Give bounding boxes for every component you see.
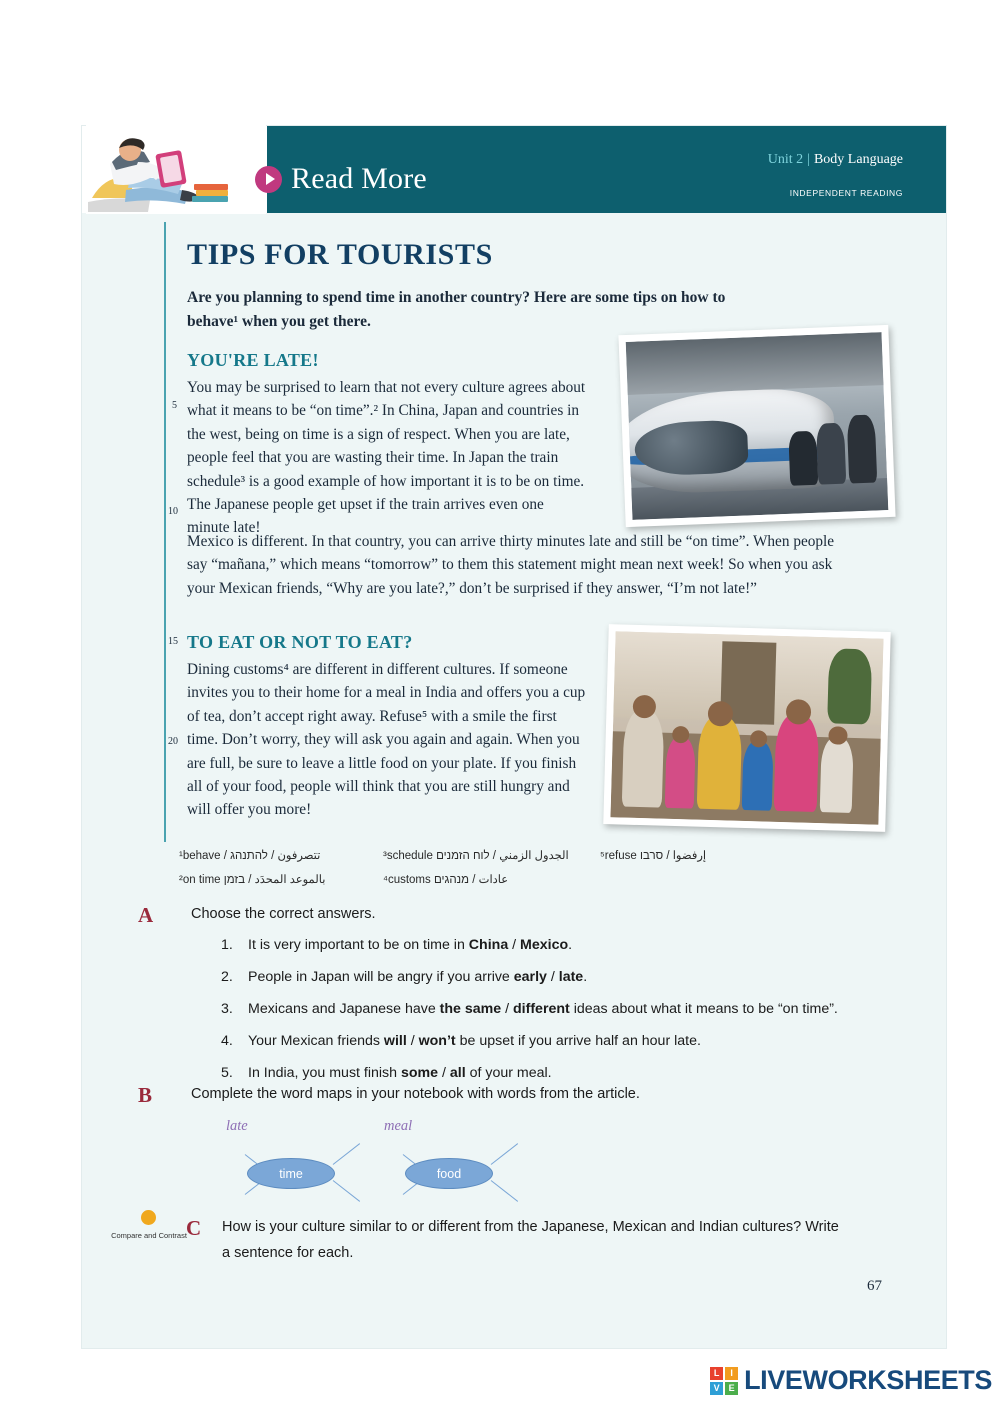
unit-topic: Body Language (813, 152, 903, 167)
answer-option[interactable]: early (513, 969, 547, 985)
skill-dot-icon (141, 1210, 156, 1225)
article-rule (164, 222, 166, 842)
question-text: / (438, 1065, 450, 1081)
exercise-b-prompt: Complete the word maps in your notebook with words from the article. (191, 1086, 640, 1102)
glossary-item-refuse: ⁵refuse إرفضوا / סרבו (600, 850, 707, 862)
train-photo (618, 325, 895, 527)
article-title: TIPS FOR TOURISTS (187, 238, 493, 271)
answer-option[interactable]: China (468, 937, 509, 953)
answer-option[interactable]: Mexico (520, 937, 569, 953)
question-text: . (583, 969, 588, 985)
line-number-15: 15 (168, 636, 178, 647)
exercise-c-prompt: How is your culture similar to or different from the Japanese, Mexican and Indian cultures? Write a sentence for each. (222, 1219, 839, 1261)
reading-boy-illustration (86, 124, 266, 214)
glossary-item-schedule: ³schedule الجدول الزمني / לוח הזמנים (383, 850, 569, 862)
exercise-a-question-list (221, 936, 901, 1096)
question-number: 5. (221, 1065, 233, 1081)
line-number-20: 20 (168, 736, 178, 747)
question-text: . (568, 937, 573, 953)
article-paragraph-2: Mexico is different. In that country, you can arrive thirty minutes late and still be “on time”. When people say “mañana,” which means “tomorrow” to them this statement might mean next week! So when you ask your Mexican friends, “Why are you late?,” don’t be surprised if they answer, “I’m not late!” (187, 533, 835, 597)
answer-option[interactable]: late (558, 969, 584, 985)
section-heading-to-eat: TO EAT OR NOT TO EAT? (187, 632, 413, 652)
logo-letter-e: E (725, 1382, 738, 1395)
question-text: / (406, 1033, 419, 1049)
question-text: It is very important to be on time in (248, 937, 469, 953)
question-text: ideas about what it means to be “on time”. (569, 1001, 838, 1017)
answer-option[interactable]: different (513, 1001, 570, 1017)
exercise-a-letter: A (138, 903, 154, 927)
play-icon[interactable] (255, 166, 282, 193)
question-text: Mexicans and Japanese have (248, 1001, 440, 1017)
word-map-center-food: food (405, 1158, 493, 1189)
line-number-5: 5 (172, 400, 177, 411)
logo-letter-i: I (725, 1367, 738, 1380)
liveworksheets-logo-icon (710, 1367, 738, 1395)
logo-letter-v: V (710, 1382, 723, 1395)
page-number: 67 (867, 1278, 882, 1294)
answer-option[interactable]: some (401, 1065, 439, 1081)
exercise-a-question[interactable] (221, 1032, 901, 1050)
exercise-c-letter: C (186, 1216, 202, 1240)
question-number: 2. (221, 969, 233, 985)
question-text: of your meal. (465, 1065, 552, 1081)
question-text: / (546, 969, 559, 985)
glossary-item-behave: ¹behave / تتصرفون / להתנהג (179, 850, 321, 862)
article-lede: Are you planning to spend time in another country? Here are some tips on how to behave¹ when you get there. (187, 289, 726, 330)
liveworksheets-footer (710, 1365, 992, 1396)
unit-breadcrumb: Unit 2 | Body Language (767, 152, 903, 167)
word-map-center-time: time (247, 1158, 335, 1189)
answer-option[interactable]: all (449, 1065, 466, 1081)
question-text: / (508, 937, 521, 953)
answer-option[interactable]: the same (439, 1001, 502, 1017)
word-map-label-late: late (226, 1118, 248, 1134)
glossary-item-on-time: ²on time بالموعد المحدَد / בזמן (179, 874, 326, 886)
question-text: People in Japan will be angry if you arrive (248, 969, 514, 985)
glossary-item-customs: ⁴customs عادات / מנהגים (383, 874, 509, 886)
question-number: 4. (221, 1033, 233, 1049)
question-text: be upset if you arrive half an hour late. (455, 1033, 701, 1049)
read-more-label: Read More (291, 162, 427, 195)
answer-option[interactable]: will (383, 1033, 407, 1049)
exercise-a-question[interactable] (221, 968, 901, 986)
read-more-title (255, 162, 427, 196)
reading-type-label: INDEPENDENT READING (789, 188, 903, 198)
question-text: In India, you must finish (248, 1065, 401, 1081)
exercise-a-question[interactable] (221, 1000, 901, 1018)
liveworksheets-brand-text: LIVEWORKSHEETS (744, 1365, 992, 1395)
question-number: 1. (221, 937, 233, 953)
exercise-a-question[interactable] (221, 936, 901, 954)
section-heading-youre-late: YOU'RE LATE! (187, 350, 319, 370)
question-number: 3. (221, 1001, 233, 1017)
exercise-a-question[interactable] (221, 1064, 901, 1082)
logo-letter-l: L (710, 1367, 723, 1380)
article-paragraph-3: Dining customs⁴ are different in different cultures. If someone invites you to their home for a meal in India and offers you a cup of tea, don’t accept right away. Refuse⁵ with a smile the first time. Don’t worry, they will ask you again and again. When you are full, be sure to leave a little food on your plate. If you finish all of your food, people will think that you are still hungry and will offer you more! (187, 661, 586, 819)
exercise-a-prompt: Choose the correct answers. (191, 906, 376, 922)
exercise-b-letter: B (138, 1083, 153, 1107)
skill-label: Compare and Contrast (111, 1231, 187, 1240)
question-text: Your Mexican friends (248, 1033, 384, 1049)
question-text: / (501, 1001, 513, 1017)
family-photo (603, 624, 890, 832)
line-number-10: 10 (168, 506, 178, 517)
article-paragraph-1: You may be surprised to learn that not every culture agrees about what it means to be “on time”.² In China, Japan and countries in the west, being on time is a sign of respect. When you are late, people feel that you are wasting their time. In Japan the train schedule³ is a good example of how important it is to be on time. The Japanese people get upset if the train arrives even one minute late! (187, 379, 586, 537)
word-map-label-meal: meal (384, 1118, 413, 1134)
unit-number: Unit 2 (767, 152, 804, 167)
answer-option[interactable]: won’t (418, 1033, 456, 1049)
